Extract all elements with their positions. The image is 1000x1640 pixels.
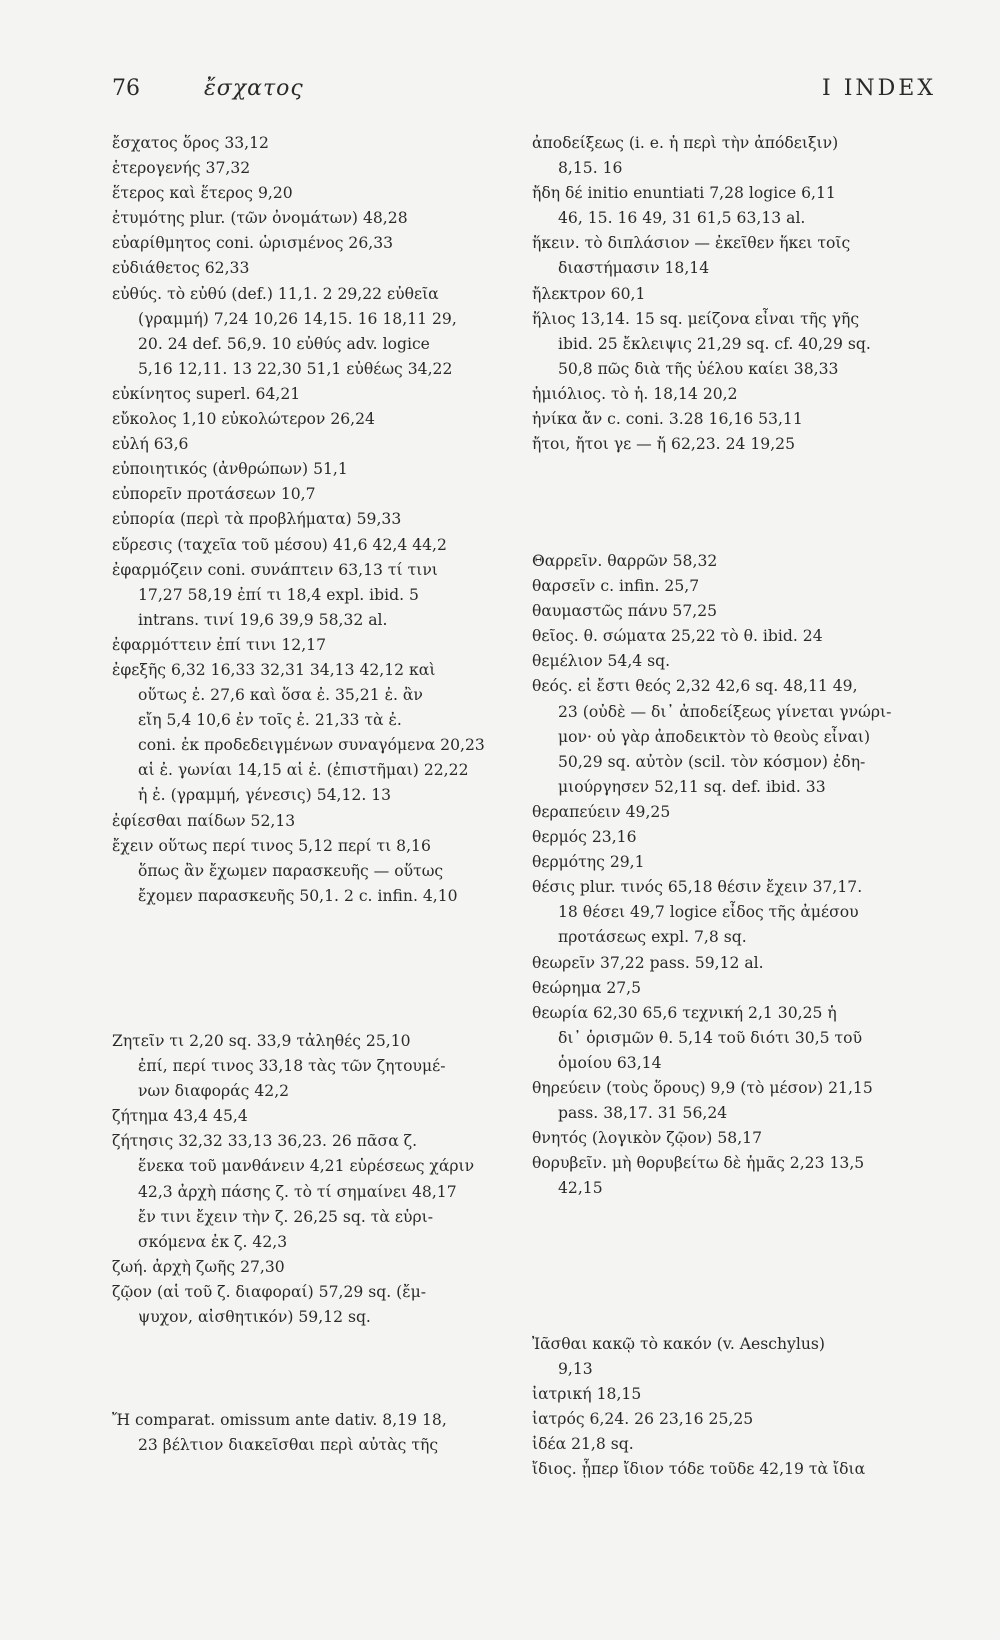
index-entry-line: εὐποιητικός (ἀνθρώπων) 51,1	[112, 460, 348, 479]
index-entry-line: εὐλή 63,6	[112, 435, 189, 454]
index-entry-line: εὐπορεῖν προτάσεων 10,7	[112, 485, 316, 504]
index-entry-line: ἡνίκα ἄν c. coni. 3.28 16,16 53,11	[532, 410, 803, 429]
index-line-continuation: μιούργησεν 52,11 sq. def. ibid. 33	[558, 777, 826, 796]
index-entry-line: ἰατρός 6,24. 26 23,16 25,25	[532, 1410, 754, 1429]
index-line-continuation: 42,3 ἀρχὴ πάσης ζ. τὸ τί σημαίνει 48,17	[138, 1182, 457, 1201]
page-header	[112, 76, 936, 116]
index-line-continuation: προτάσεως expl. 7,8 sq.	[558, 928, 747, 947]
index-entry-line: ἥκειν. τὸ διπλάσιον — ἐκεῖθεν ἥκει τοῖς	[532, 234, 851, 253]
index-entry-line: ζήτημα 43,4 45,4	[112, 1107, 248, 1126]
index-entry-line: ἤδη δέ initio enuntiati 7,28 logice 6,11	[532, 184, 836, 203]
index-entry-line: εὔκολος 1,10 εὐκολώτερον 26,24	[112, 410, 375, 429]
index-line-continuation: 18 θέσει 49,7 logice εἶδος τῆς ἀμέσου	[558, 903, 859, 922]
index-entry-line: θεῖος. θ. σώματα 25,22 τὸ θ. ibid. 24	[532, 627, 823, 646]
right-column-block-2	[532, 549, 936, 1201]
index-line-continuation: ἕνεκα τοῦ μανθάνειν 4,21 εὑρέσεως χάριν	[138, 1157, 475, 1176]
index-line-continuation: 9,13	[558, 1360, 593, 1379]
index-line-continuation: (γραμμή) 7,24 10,26 14,15. 16 18,11 29,	[138, 309, 457, 328]
index-line-continuation: 5,16 12,11. 13 22,30 51,1 εὐθέως 34,22	[138, 359, 453, 378]
index-entry-line: ἰατρική 18,15	[532, 1385, 642, 1404]
index-entry-line: εὐκίνητος superl. 64,21	[112, 384, 301, 403]
index-entry-line: ἑτερογενής 37,32	[112, 159, 251, 178]
index-entry-line: θαρσεῖν c. infin. 25,7	[532, 577, 700, 596]
index-line-continuation: ἔν τινι ἔχειν τὴν ζ. 26,25 sq. τὰ εὑρι-	[138, 1207, 434, 1226]
right-column-block-1	[532, 131, 936, 457]
index-line-continuation: μον· οὐ γὰρ ἀποδεικτὸν τὸ θεοὺς εἶναι)	[558, 727, 871, 746]
index-entry-line: θαυμαστῶς πάνυ 57,25	[532, 602, 718, 621]
index-entry-line: ἔχειν οὕτως περί τινος 5,12 περί τι 8,16	[112, 836, 431, 855]
index-line-continuation: δι᾽ ὁρισμῶν θ. 5,14 τοῦ διότι 30,5 τοῦ	[558, 1028, 863, 1047]
index-line-continuation: pass. 38,17. 31 56,24	[558, 1104, 728, 1123]
index-entry-line: θηρεύειν (τοὺς ὅρους) 9,9 (τὸ μέσον) 21,15	[532, 1078, 873, 1097]
index-entry-line: εὐδιάθετος 62,33	[112, 259, 250, 278]
index-entry-line: εὐαρίθμητος coni. ὡρισμένος 26,33	[112, 234, 394, 253]
left-column-block-1	[112, 131, 507, 909]
index-line-continuation: ἐπί, περί τινος 33,18 τὰς τῶν ζητουμέ-	[138, 1057, 446, 1076]
index-entry-line: ἕτερος καὶ ἕτερος 9,20	[112, 184, 293, 203]
index-line-continuation: ἡ ἐ. (γραμμή, γένεσις) 54,12. 13	[138, 786, 392, 805]
left-column-block-2	[112, 1029, 507, 1330]
index-line-continuation: 50,8 πῶς διὰ τῆς ὑέλου καίει 38,33	[558, 359, 839, 378]
index-line-continuation: ὁμοίου 63,14	[558, 1053, 662, 1072]
index-line-continuation: 46, 15. 16 49, 31 61,5 63,13 al.	[558, 209, 806, 228]
index-line-continuation: εἴη 5,4 10,6 ἐν τοῖς ἐ. 21,33 τὰ ἐ.	[138, 711, 402, 730]
index-entry-line: ἤλεκτρον 60,1	[532, 284, 646, 303]
index-entry-line: Θαρρεῖν. θαρρῶν 58,32	[532, 552, 718, 570]
index-line-continuation: coni. ἐκ προδεδειγμένων συναγόμενα 20,23	[138, 736, 485, 755]
index-entry-line: ἐφεξῆς 6,32 16,33 32,31 34,13 42,12 καὶ	[112, 660, 436, 679]
index-entry-line: θερμότης 29,1	[532, 853, 645, 872]
index-entry-line: θεμέλιον 54,4 sq.	[532, 652, 671, 671]
index-line-continuation: ψυχον, αἰσθητικόν) 59,12 sq.	[138, 1308, 371, 1327]
index-entry-line: ἡμιόλιος. τὸ ἡ. 18,14 20,2	[532, 384, 738, 403]
index-entry-line: εὐπορία (περὶ τὰ προβλήματα) 59,33	[112, 510, 402, 529]
index-line-continuation: 42,15	[558, 1179, 603, 1198]
index-line-continuation: 23 (οὐδὲ — δι᾽ ἀποδείξεως γίνεται γνώρι-	[558, 702, 892, 721]
index-entry-line: ἔσχατος ὅρος 33,12	[112, 134, 269, 152]
running-title: ἔσχατος	[204, 76, 304, 101]
index-entry-line: θνητός (λογικὸν ζῷον) 58,17	[532, 1129, 762, 1148]
index-entry-line: Ἰᾶσθαι κακῷ τὸ κακόν (v. Aeschylus)	[532, 1335, 825, 1353]
index-line-continuation: 8,15. 16	[558, 159, 623, 178]
index-entry-line: θεωρία 62,30 65,6 τεχνική 2,1 30,25 ἡ	[532, 1003, 837, 1022]
section-label: I INDEX	[822, 76, 936, 101]
index-entry-line: ἐφαρμόζειν coni. συνάπτειν 63,13 τί τινι	[112, 560, 438, 579]
index-line-continuation: 17,27 58,19 ἐπί τι 18,4 expl. ibid. 5	[138, 585, 419, 604]
index-entry-line: θεωρεῖν 37,22 pass. 59,12 al.	[532, 953, 764, 972]
index-line-continuation: ὅπως ἂν ἔχωμεν παρασκευῆς — οὕτως	[138, 861, 444, 880]
index-entry-line: ἤτοι, ἤτοι γε — ἤ 62,23. 24 19,25	[532, 435, 796, 454]
right-column-block-3	[532, 1332, 936, 1483]
index-entry-line: εὕρεσις (ταχεῖα τοῦ μέσου) 41,6 42,4 44,2	[112, 535, 447, 554]
index-entry-line: Ἤ comparat. omissum ante dativ. 8,19 18,	[112, 1411, 447, 1429]
index-entry-line: θορυβεῖν. μὴ θορυβείτω δὲ ἡμᾶς 2,23 13,5	[532, 1154, 865, 1173]
index-entry-line: εὐθύς. τὸ εὐθύ (def.) 11,1. 2 29,22 εὐθεῖα	[112, 284, 439, 303]
index-entry-line: ἐφίεσθαι παίδων 52,13	[112, 811, 296, 830]
index-entry-line: ἴδιος. ᾗπερ ἴδιον τόδε τοῦδε 42,19 τὰ ἴδια	[532, 1460, 866, 1479]
index-entry-line: ἐφαρμόττειν ἐπί τινι 12,17	[112, 635, 327, 654]
index-entry-line: θεραπεύειν 49,25	[532, 802, 671, 821]
index-entry-line: θερμός 23,16	[532, 828, 637, 847]
index-entry-line: ἥλιος 13,14. 15 sq. μείζονα εἶναι τῆς γῆς	[532, 309, 860, 328]
index-entry-line: θεώρημα 27,5	[532, 978, 642, 997]
index-entry-line: ἰδέα 21,8 sq.	[532, 1435, 634, 1454]
index-line-continuation: 50,29 sq. αὐτὸν (scil. τὸν κόσμον) ἐδη-	[558, 752, 866, 771]
index-line-continuation: intrans. τινί 19,6 39,9 58,32 al.	[138, 610, 388, 629]
index-entry-line: θέσις plur. τινός 65,18 θέσιν ἔχειν 37,17.	[532, 878, 863, 897]
index-entry-line: ζήτησις 32,32 33,13 36,23. 26 πᾶσα ζ.	[112, 1132, 418, 1151]
index-line-continuation: αἱ ἐ. γωνίαι 14,15 αἱ ἐ. (ἐπιστῆμαι) 22,22	[138, 761, 469, 780]
index-entry-line: ἀποδείξεως (i. e. ἡ περὶ τὴν ἀπόδειξιν)	[532, 134, 839, 152]
page-number: 76	[112, 76, 140, 101]
index-line-continuation: οὕτως ἐ. 27,6 καὶ ὅσα ἐ. 35,21 ἐ. ἂν	[138, 686, 423, 705]
index-entry-line: ἐτυμότης plur. (τῶν ὀνομάτων) 48,28	[112, 209, 408, 228]
index-line-continuation: ibid. 25 ἔκλειψις 21,29 sq. cf. 40,29 sq.	[558, 334, 871, 353]
index-line-continuation: 20. 24 def. 56,9. 10 εὐθύς adv. logice	[138, 334, 430, 353]
index-line-continuation: διαστήμασιν 18,14	[558, 259, 710, 278]
index-line-continuation: νων διαφοράς 42,2	[138, 1082, 290, 1101]
left-column-block-3	[112, 1408, 507, 1458]
index-entry-line: ζωή. ἀρχὴ ζωῆς 27,30	[112, 1257, 285, 1276]
index-line-continuation: ἔχομεν παρασκευῆς 50,1. 2 c. infin. 4,10	[138, 886, 458, 905]
index-line-continuation: 23 βέλτιον διακεῖσθαι περὶ αὐτὰς τῆς	[138, 1436, 439, 1455]
index-entry-line: θεός. εἰ ἔστι θεός 2,32 42,6 sq. 48,11 49,	[532, 677, 858, 696]
index-line-continuation: σκόμενα ἐκ ζ. 42,3	[138, 1232, 288, 1251]
index-entry-line: ζῷον (αἱ τοῦ ζ. διαφοραί) 57,29 sq. (ἔμ-	[112, 1282, 427, 1301]
index-entry-line: Ζητεῖν τι 2,20 sq. 33,9 τἀληθές 25,10	[112, 1032, 411, 1050]
